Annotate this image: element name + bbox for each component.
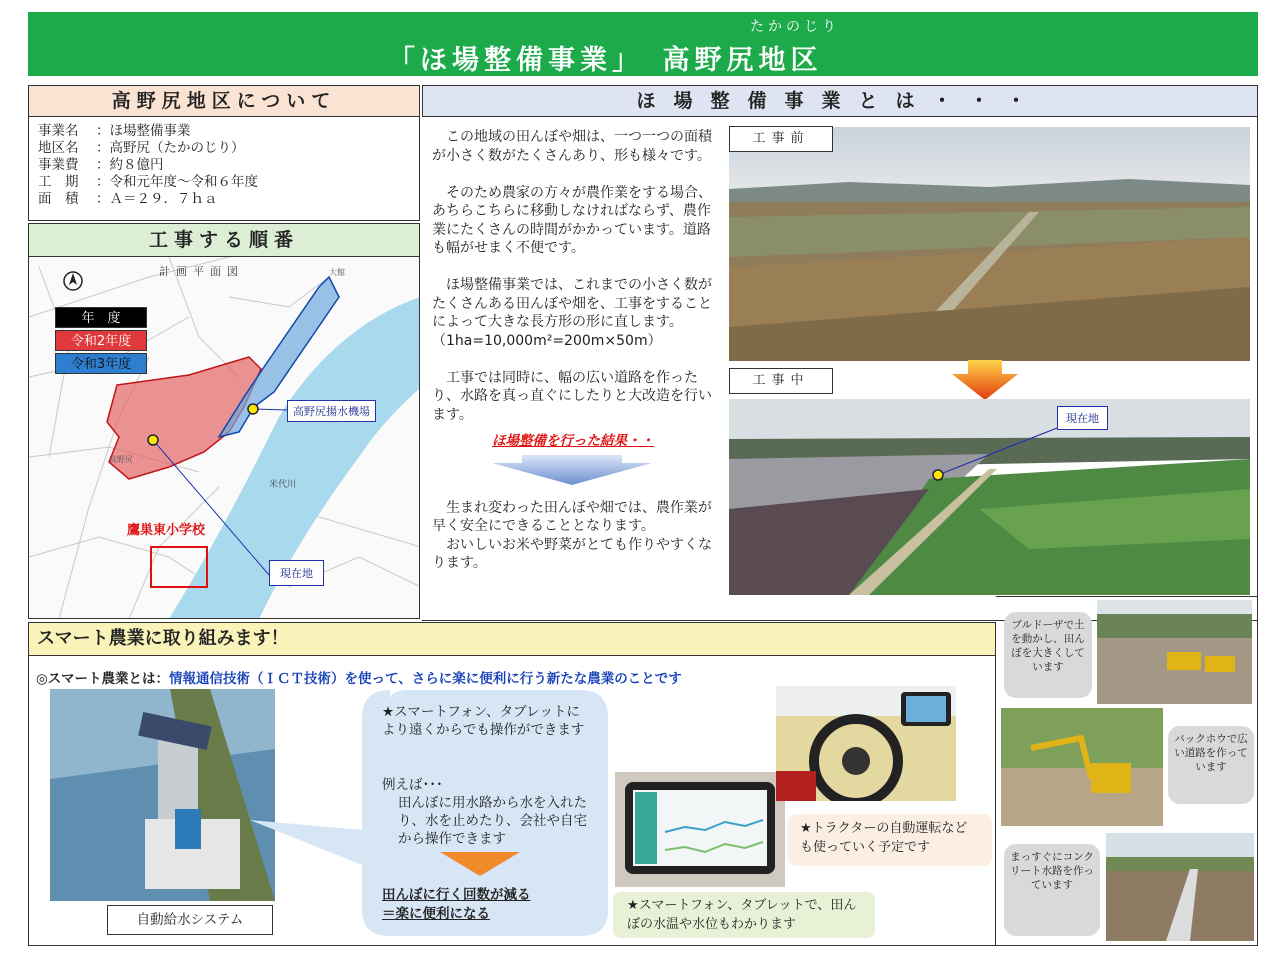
benefit-line-2: ＝楽に便利になる <box>382 906 490 922</box>
title-banner <box>28 12 1258 76</box>
houjou-paragraph: ほ場整備事業では、これまでの小さく数がたくさんある田んぼや畑を、工事をすることによって大きな長方形の形に直します。（1ha=10,000m²=200m×50m） <box>432 277 712 349</box>
pump-station-label: 高野尻揚水機場 <box>287 400 376 422</box>
map-current-label: 現在地 <box>269 560 324 586</box>
houjou-paragraph: そのため農家の方々が農作業をする場合、あちらこちらに移動しなければならず、農作業にたくさんの時間がかかっています。道路も幅がせまく不便です。 <box>432 184 712 256</box>
result-heading: ほ場整備を行った結果・・ <box>492 433 654 449</box>
smart-bubble-text-2a: 例えば･･･ <box>382 777 443 793</box>
plan-map <box>28 257 420 619</box>
map-title: 計画平面図 <box>159 265 244 278</box>
concrete-channel-photo <box>1106 833 1254 941</box>
houjou-text <box>432 128 714 591</box>
map-label-odate: 大館 <box>329 268 345 277</box>
map-label-takanojiri: 高野尻 <box>109 455 133 464</box>
about-row <box>38 123 410 140</box>
pump-station-marker <box>248 404 258 414</box>
houjou-paragraph: 生まれ変わった田んぼや畑では、農作業が早く安全にできることとなります。 <box>432 499 712 534</box>
about-value: ：高野尻（たかのじり） <box>96 140 245 156</box>
tablet-caption: ★スマートフォン、タブレットで、田んぼの水温や水位もわかります <box>613 892 875 938</box>
water-system-label: 自動給水システム <box>107 905 273 935</box>
before-label: 工事前 <box>729 126 833 152</box>
order-header: 工事する順番 <box>28 223 420 257</box>
red-down-arrow-icon <box>950 360 1020 402</box>
tablet-photo <box>615 772 785 887</box>
backhoe-bubble: バックホウで広い道路を作っています <box>1168 726 1254 804</box>
benefit-line-1: 田んぼに行く回数が減る <box>382 887 531 903</box>
photo-pointer <box>929 418 1069 484</box>
about-value: ：Ａ＝２９．７ｈａ <box>96 191 218 207</box>
about-details <box>28 117 420 221</box>
smart-bubble-text-2b: 田んぼに用水路から水を入れたり、水を止めたり、会社や自宅から操作できます <box>398 795 587 847</box>
legend-title: 年 度 <box>55 307 147 328</box>
backhoe-photo <box>1001 708 1163 826</box>
photo-current-marker <box>933 470 943 480</box>
about-key: 工 期 <box>38 174 79 190</box>
tractor-caption: ★トラクターの自動運転なども使っていく予定です <box>788 814 992 866</box>
photo-current-label: 現在地 <box>1057 406 1108 430</box>
page-title: 「ほ場整備事業」 高野尻地区 <box>388 45 823 76</box>
about-value: ：約８億円 <box>96 157 164 173</box>
about-key: 面 積 <box>38 191 79 207</box>
smart-header: スマート農業に取り組みます！ <box>28 622 996 656</box>
smart-bubble-text-1: ★スマートフォン、タブレットにより遠くからでも操作ができます <box>382 704 585 738</box>
down-arrow-icon <box>432 453 714 487</box>
smart-intro-prefix: ◎スマート農業とは： <box>36 671 170 687</box>
legend-r3: 令和3年度 <box>55 353 147 374</box>
about-value: ：令和元年度～令和６年度 <box>96 174 258 190</box>
about-value: ：ほ場整備事業 <box>96 123 191 139</box>
about-key: 事業費 <box>38 157 79 173</box>
concrete-bubble: まっすぐにコンクリート水路を作っています <box>1004 844 1100 936</box>
current-location-marker <box>148 435 158 445</box>
about-row <box>38 140 410 157</box>
tractor-photo <box>776 686 956 801</box>
smart-intro <box>36 667 682 687</box>
houjou-paragraph: おいしいお米や野菜がとても作りやすくなります。 <box>432 536 712 571</box>
school-label: 鷹巣東小学校 <box>127 523 206 538</box>
houjou-paragraph: この地域の田んぼや畑は、一つ一つの面積が小さく数がたくさんあり、形も様々です。 <box>432 129 712 164</box>
bulldozer-photo <box>1097 600 1252 704</box>
about-row <box>38 174 410 191</box>
title-ruby: たかのじり <box>750 19 840 35</box>
about-key: 事業名 <box>38 123 79 139</box>
orange-down-arrow-icon <box>440 852 520 878</box>
houjou-paragraph: 工事では同時に、幅の広い道路を作ったり、水路を真っ直ぐにしたりと大改造を行います。 <box>432 369 712 423</box>
about-key: 地区名 <box>38 140 79 156</box>
bulldozer-bubble: ブルドーザで土を動かし、田んぼを大きくしています <box>1004 612 1092 698</box>
during-label: 工事中 <box>729 368 833 394</box>
map-label-river: 米代川 <box>269 480 297 490</box>
houjou-header: ほ場整備事業とは・・・ <box>422 85 1258 117</box>
about-row <box>38 191 410 208</box>
legend-r2: 令和2年度 <box>55 330 147 351</box>
before-photo <box>729 127 1250 361</box>
smart-intro-definition: 情報通信技術（ＩＣＴ技術）を使って、さらに楽に便利に行う新たな農業のことです <box>169 671 682 687</box>
about-header: 高野尻地区について <box>28 85 420 117</box>
about-row <box>38 157 410 174</box>
